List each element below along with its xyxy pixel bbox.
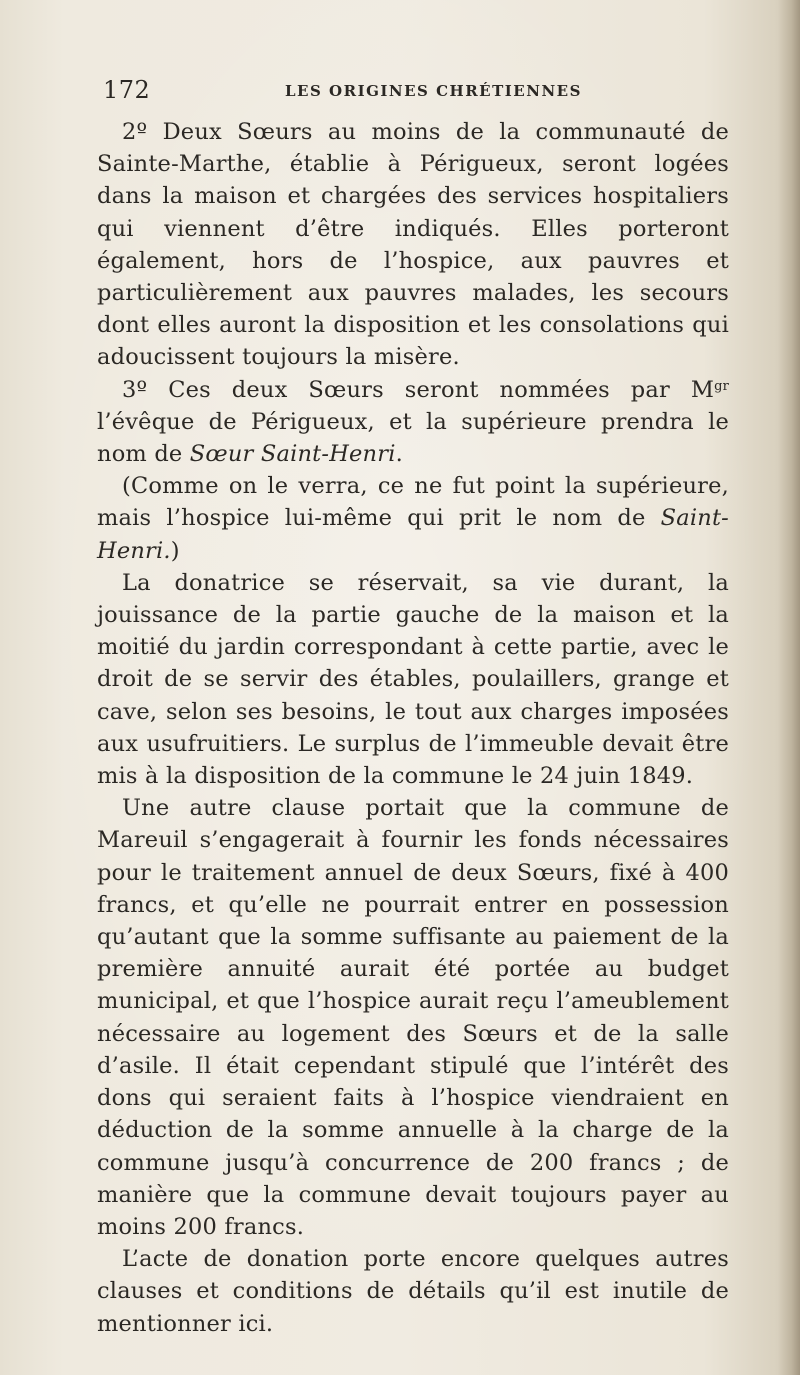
paragraph-reservation: La donatrice se réservait, sa vie durant, la jouissance de la partie gauche de la maison et la moitié du jardin correspondant à cette partie, avec le droit de se servir des étables, poulaillers, grange et cave, selon ses besoins, le tout aux charges imposées aux usufruitiers. Le surplus de l’immeuble devait être mis à la disposition de la commune le 24 juin 1849. (97, 569, 729, 790)
paragraph-note (97, 470, 729, 567)
paragraph-text: ) (170, 537, 180, 564)
paragraph-text: l’évêque de Périgueux, et la supérieure prendra le nom de (97, 408, 729, 468)
paragraph-item-2: 2º Deux Sœurs au moins de la communauté de Sainte-Marthe, établie à Périgueux, seront logées dans la maison et chargées des services hospitaliers qui viennent d’être indiqués. Elles porteront également, hors de l’hospice, aux pauvres et particulièrement aux pauvres malades, les secours dont elles auront la disposition et les consolations qui adoucissent toujours la misère. (97, 119, 729, 371)
paragraph-conclusion: L’acte de donation porte encore quelques autres clauses et conditions de détails qu’il est inutile de mentionner ici. (97, 1246, 729, 1337)
paragraph-clause: Une autre clause portait que la commune de Mareuil s’engagerait à fournir les fonds nécessaires pour le traitement annuel de deux Sœurs, fixé à 400 francs, et qu’elle ne pourrait entrer en possession qu’autant que la somme suffisante au paiement de la première annuité aurait été portée au budget municipal, et que l’hospice aurait reçu l’ameublement nécessaire au logement des Sœurs et de la salle d’asile. Il était cependant stipulé que l’intérêt des dons qui seraient faits à l’hospice viendraient en déduction de la somme annuelle à la charge de la commune jusqu’à concurrence de 200 francs ; de manière que la commune devait toujours payer au moins 200 francs. (97, 795, 729, 1240)
body-text (97, 116, 729, 1340)
italic-name: Sœur Saint-Henri (189, 441, 396, 468)
page-edge-shadow (778, 0, 800, 1375)
running-title: LES ORIGINES CHRÉTIENNES (285, 82, 582, 100)
superscript: gr (714, 378, 729, 394)
page-header (103, 76, 730, 108)
paragraph-text: (Comme on le verra, ce ne fut point la supérieure, mais l’hospice lui-même qui prit le nom de (97, 473, 729, 532)
paragraph-text: . (395, 441, 403, 468)
paragraph-text: 3º Ces deux Sœurs seront nommées par M (122, 376, 715, 403)
paragraph-item-3 (97, 374, 729, 471)
italic-name: Saint-Henri. (97, 505, 729, 564)
page-number: 172 (103, 76, 151, 104)
